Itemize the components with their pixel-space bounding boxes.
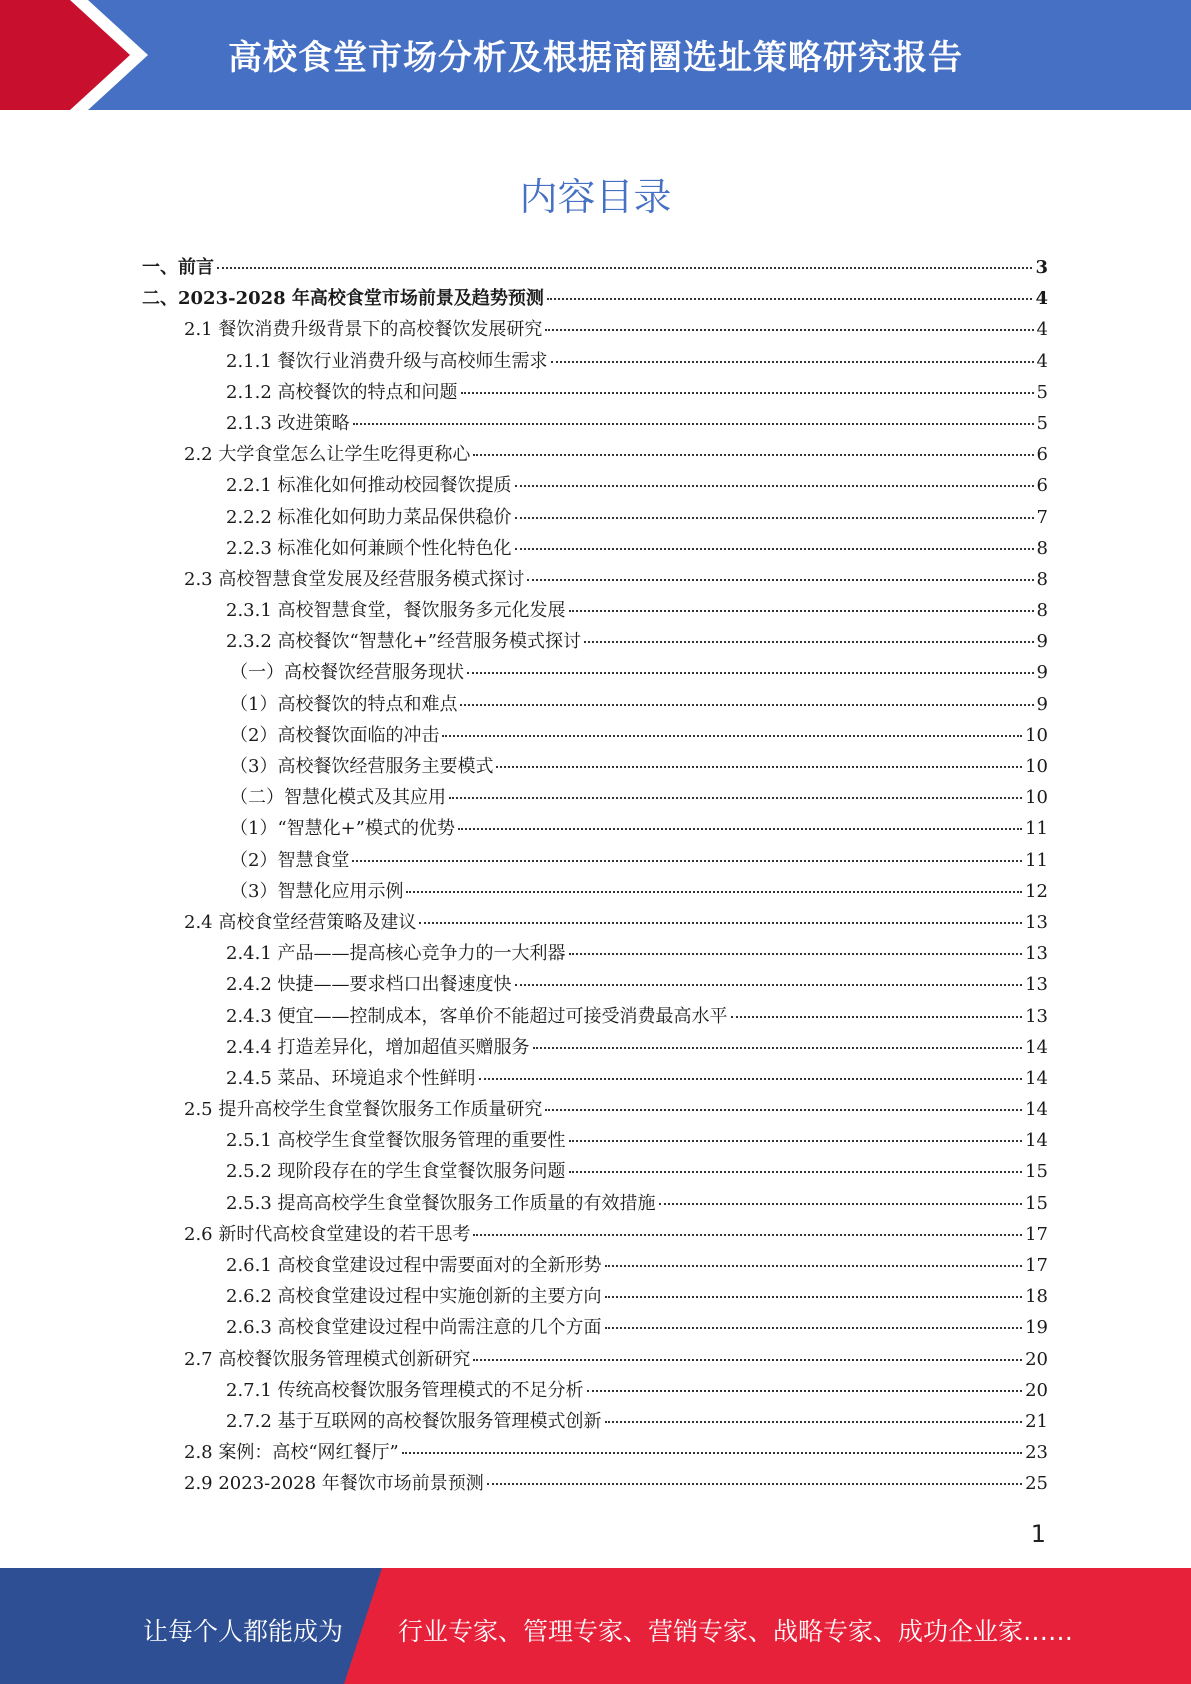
toc-entry-page: 4: [1035, 288, 1048, 310]
toc-entry[interactable]: [142, 315, 1048, 346]
toc-leader-dots: [479, 1078, 1023, 1080]
toc-entry[interactable]: [142, 253, 1048, 284]
footer-slogan-left: 让每个人都能成为: [143, 1617, 344, 1646]
toc-entry[interactable]: [142, 1002, 1048, 1033]
toc-entry-title: 2.7.1 传统高校餐饮服务管理模式的不足分析: [226, 1379, 584, 1401]
toc-entry[interactable]: [142, 846, 1048, 877]
toc-entry-page: 5: [1036, 412, 1048, 434]
toc-leader-dots: [527, 579, 1033, 581]
toc-entry-title: 2.8 案例：高校“网红餐厅”: [184, 1442, 399, 1464]
toc-entry[interactable]: [142, 721, 1048, 752]
toc-leader-dots: [551, 361, 1034, 363]
toc-entry-page: 4: [1036, 350, 1048, 372]
report-title: 高校食堂市场分析及根据商圈选址策略研究报告: [228, 38, 963, 78]
toc-leader-dots: [545, 1109, 1022, 1111]
toc-entry-page: 11: [1025, 849, 1048, 871]
toc-entry[interactable]: [142, 783, 1048, 814]
toc-entry[interactable]: [142, 1345, 1048, 1376]
toc-leader-dots: [473, 1234, 1022, 1236]
toc-entry-page: 12: [1025, 880, 1048, 902]
toc-leader-dots: [217, 267, 1032, 269]
toc-entry[interactable]: [142, 658, 1048, 689]
toc-entry-title: （1）“智慧化+”模式的优势: [230, 818, 455, 840]
toc-entry-title: （一）高校餐饮经营服务现状: [230, 662, 464, 684]
toc-entry[interactable]: [142, 908, 1048, 939]
toc-leader-dots: [605, 1296, 1023, 1298]
page-number: 1: [1030, 1520, 1046, 1548]
toc-entry[interactable]: [142, 1376, 1048, 1407]
toc-leader-dots: [449, 797, 1022, 799]
toc-leader-dots: [353, 423, 1034, 425]
toc-entry-title: 2.4.3 便宜——控制成本，客单价不能超过可接受消费最高水平: [226, 1005, 728, 1027]
toc-entry-page: 19: [1025, 1317, 1048, 1339]
toc-leader-dots: [731, 1016, 1023, 1018]
toc-leader-dots: [569, 1171, 1023, 1173]
toc-entry[interactable]: [142, 596, 1048, 627]
toc-entry-title: 一、前言: [142, 257, 214, 278]
toc-entry-title: （3）智慧化应用示例: [230, 880, 404, 902]
toc-entry-page: 8: [1036, 600, 1048, 622]
toc-entry[interactable]: [142, 1189, 1048, 1220]
toc-entry-title: 2.3.1 高校智慧食堂，餐饮服务多元化发展: [226, 600, 566, 622]
toc-entry-page: 14: [1025, 1036, 1048, 1058]
toc-entry-title: （1）高校餐饮的特点和难点: [230, 693, 458, 715]
toc-entry-title: 2.9 2023-2028 年餐饮市场前景预测: [184, 1473, 484, 1495]
toc-entry-page: 13: [1025, 911, 1048, 933]
toc-entry-title: （2）智慧食堂: [230, 849, 350, 871]
toc-entry-title: 2.1 餐饮消费升级背景下的高校餐饮发展研究: [184, 319, 543, 341]
toc-entry-title: 2.1.3 改进策略: [226, 412, 350, 434]
toc-entry-page: 23: [1025, 1442, 1048, 1464]
toc-leader-dots: [460, 704, 1033, 706]
toc-entry-title: 2.5.1 高校学生食堂餐饮服务管理的重要性: [226, 1130, 566, 1152]
toc-leader-dots: [515, 984, 1023, 986]
toc-entry-title: 2.2.2 标准化如何助力菜品保供稳价: [226, 506, 512, 528]
toc-entry-title: 2.6 新时代高校食堂建设的若干思考: [184, 1223, 471, 1245]
toc-leader-dots: [473, 1359, 1022, 1361]
toc-entry-title: 2.6.3 高校食堂建设过程中尚需注意的几个方面: [226, 1317, 602, 1339]
toc-leader-dots: [545, 329, 1033, 331]
toc-entry-title: （2）高校餐饮面临的冲击: [230, 724, 440, 746]
toc-entry-title: 2.2.3 标准化如何兼顾个性化特色化: [226, 537, 512, 559]
toc-entry-page: 9: [1036, 631, 1048, 653]
toc-entry[interactable]: [142, 752, 1048, 783]
toc-entry-title: 2.3 高校智慧食堂发展及经营服务模式探讨: [184, 568, 525, 590]
toc-entry-title: 二、2023-2028 年高校食堂市场前景及趋势预测: [142, 288, 544, 310]
toc-entry[interactable]: [142, 440, 1048, 471]
toc-leader-dots: [515, 548, 1034, 550]
toc-entry[interactable]: [142, 1282, 1048, 1313]
toc-entry[interactable]: [142, 1407, 1048, 1438]
toc-entry[interactable]: [142, 534, 1048, 565]
toc-leader-dots: [496, 766, 1022, 768]
footer-slogan-right: 行业专家、管理专家、营销专家、战略专家、成功企业家……: [398, 1617, 1074, 1646]
toc-leader-dots: [605, 1327, 1023, 1329]
toc-leader-dots: [515, 485, 1034, 487]
toc-entry[interactable]: [142, 565, 1048, 596]
toc-leader-dots: [515, 517, 1034, 519]
toc-entry-page: 4: [1036, 319, 1048, 341]
toc-leader-dots: [487, 1483, 1022, 1485]
toc-entry-title: 2.6.1 高校食堂建设过程中需要面对的全新形势: [226, 1255, 602, 1276]
page-footer: [0, 1568, 1191, 1684]
toc-leader-dots: [419, 922, 1022, 924]
toc-entry[interactable]: [142, 627, 1048, 658]
toc-entry[interactable]: [142, 1033, 1048, 1064]
toc-entry[interactable]: [142, 1438, 1048, 1469]
toc-leader-dots: [569, 610, 1034, 612]
toc-leader-dots: [605, 1421, 1023, 1423]
toc-entry-page: 17: [1025, 1255, 1048, 1276]
toc-entry[interactable]: [142, 1220, 1048, 1251]
toc-entry-title: 2.4 高校食堂经营策略及建议: [184, 911, 417, 933]
toc-entry-page: 9: [1036, 693, 1048, 715]
toc-entry-page: 7: [1036, 506, 1048, 528]
toc-entry[interactable]: [142, 284, 1048, 315]
toc-leader-dots: [659, 1203, 1023, 1205]
toc-entry[interactable]: [142, 409, 1048, 440]
toc-entry[interactable]: [142, 1469, 1048, 1500]
toc-heading: 内容目录: [519, 175, 672, 219]
toc-entry-title: 2.5.3 提高高校学生食堂餐饮服务工作质量的有效措施: [226, 1192, 656, 1214]
toc-entry-page: 10: [1025, 724, 1048, 746]
toc-entry[interactable]: [142, 1157, 1048, 1188]
toc-entry-page: 10: [1025, 787, 1048, 809]
toc-entry-title: 2.2.1 标准化如何推动校园餐饮提质: [226, 475, 512, 497]
toc-entry[interactable]: [142, 690, 1048, 721]
toc-entry-page: 8: [1036, 537, 1048, 559]
toc-leader-dots: [461, 392, 1034, 394]
toc-entry-title: 2.1.1 餐饮行业消费升级与高校师生需求: [226, 350, 548, 372]
toc-entry-title: （二）智慧化模式及其应用: [230, 787, 446, 809]
toc-entry[interactable]: [142, 378, 1048, 409]
toc-entry-page: 21: [1025, 1410, 1048, 1432]
toc-leader-dots: [569, 1140, 1023, 1142]
toc-leader-dots: [587, 1390, 1023, 1392]
toc-entry-page: 6: [1036, 475, 1048, 497]
toc-entry[interactable]: [142, 1126, 1048, 1157]
toc-entry-page: 13: [1025, 974, 1048, 996]
toc-entry-page: 25: [1025, 1473, 1048, 1495]
toc-entry[interactable]: [142, 1064, 1048, 1095]
toc-entry[interactable]: [142, 347, 1048, 378]
toc-entry-title: 2.5.2 现阶段存在的学生食堂餐饮服务问题: [226, 1161, 566, 1183]
toc-leader-dots: [605, 1265, 1023, 1267]
page-header: [0, 0, 1191, 110]
toc-entry-title: 2.3.2 高校餐饮“智慧化+”经营服务模式探讨: [226, 631, 582, 653]
toc-entry[interactable]: [142, 970, 1048, 1001]
toc-entry-page: 9: [1036, 662, 1048, 684]
toc-entry-page: 20: [1025, 1379, 1048, 1401]
toc-entry-page: 15: [1025, 1161, 1048, 1183]
toc-entry[interactable]: [142, 1251, 1048, 1282]
toc-entry-page: 11: [1025, 818, 1048, 840]
toc-entry[interactable]: [142, 503, 1048, 534]
toc-entry[interactable]: [142, 1095, 1048, 1126]
toc-leader-dots: [352, 860, 1022, 862]
toc-leader-dots: [584, 641, 1034, 643]
toc-entry-title: （3）高校餐饮经营服务主要模式: [230, 756, 494, 777]
toc-entry[interactable]: [142, 1313, 1048, 1344]
toc-entry-page: 20: [1025, 1348, 1048, 1370]
toc-entry-page: 3: [1035, 257, 1048, 278]
toc-entry-title: 2.1.2 高校餐饮的特点和问题: [226, 381, 458, 403]
toc-entry-title: 2.7 高校餐饮服务管理模式创新研究: [184, 1348, 471, 1370]
toc-entry-page: 18: [1025, 1286, 1048, 1308]
toc-entry[interactable]: [142, 877, 1048, 908]
toc-entry-title: 2.5 提升高校学生食堂餐饮服务工作质量研究: [184, 1099, 543, 1121]
toc-entry[interactable]: [142, 471, 1048, 502]
toc-entry-title: 2.7.2 基于互联网的高校餐饮服务管理模式创新: [226, 1410, 602, 1432]
toc-entry-title: 2.4.5 菜品、环境追求个性鲜明: [226, 1067, 476, 1089]
toc-entry-page: 17: [1025, 1223, 1048, 1245]
toc-leader-dots: [402, 1452, 1022, 1454]
toc-leader-dots: [473, 454, 1033, 456]
toc-leader-dots: [442, 735, 1022, 737]
toc-entry-page: 8: [1036, 568, 1048, 590]
toc-leader-dots: [406, 891, 1022, 893]
toc-leader-dots: [533, 1047, 1023, 1049]
table-of-contents: [142, 253, 1048, 1501]
toc-entry-page: 13: [1025, 1005, 1048, 1027]
toc-entry-page: 5: [1036, 381, 1048, 403]
toc-entry-title: 2.4.2 快捷——要求档口出餐速度快: [226, 974, 512, 996]
toc-leader-dots: [467, 672, 1034, 674]
toc-entry-title: 2.2 大学食堂怎么让学生吃得更称心: [184, 444, 471, 466]
toc-entry-page: 14: [1025, 1099, 1048, 1121]
toc-leader-dots: [547, 298, 1033, 300]
toc-entry-page: 10: [1025, 756, 1048, 777]
toc-entry-page: 13: [1025, 943, 1048, 965]
toc-entry-page: 15: [1025, 1192, 1048, 1214]
toc-entry-title: 2.4.1 产品——提高核心竞争力的一大利器: [226, 943, 566, 965]
toc-entry-page: 14: [1025, 1067, 1048, 1089]
toc-entry-page: 6: [1036, 444, 1048, 466]
toc-entry-title: 2.4.4 打造差异化，增加超值买赠服务: [226, 1036, 530, 1058]
toc-entry-title: 2.6.2 高校食堂建设过程中实施创新的主要方向: [226, 1286, 602, 1308]
toc-leader-dots: [569, 953, 1023, 955]
toc-entry[interactable]: [142, 939, 1048, 970]
toc-entry[interactable]: [142, 814, 1048, 845]
toc-leader-dots: [458, 828, 1022, 830]
toc-entry-page: 14: [1025, 1130, 1048, 1152]
